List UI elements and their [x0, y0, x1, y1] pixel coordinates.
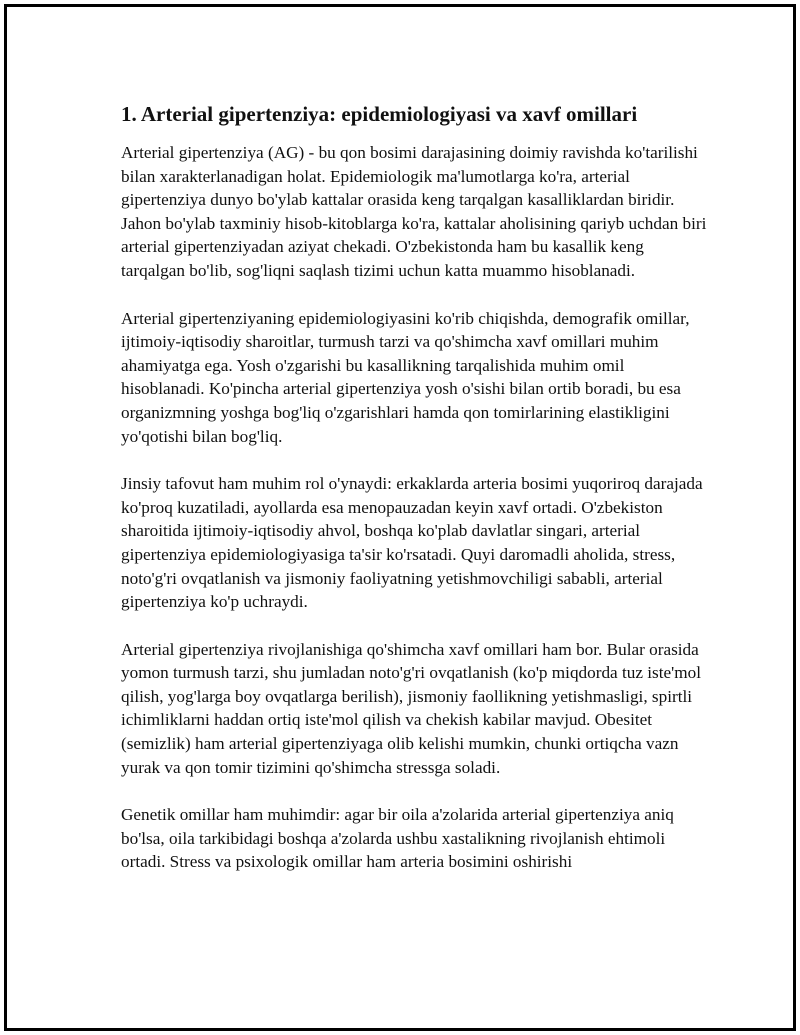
paragraph-5: Genetik omillar ham muhimdir: agar bir oila a'zolarida arterial gipertenziya aniq bo'lsa, oila tarkibidagi boshqa a'zolarda ushbu xastalikning rivojlanish ehtimoli ortadi. Stress va psixologik omillar ham arteria bosimini oshirishi — [121, 805, 674, 872]
paragraph-4: Arterial gipertenziya rivojlanishiga qo'shimcha xavf omillari ham bor. Bular orasida yomon turmush tarzi, shu jumladan noto'g'ri ovqatlanish (ko'p miqdorda tuz iste'mol qilish, yog'larga boy ovqatlarga berilish), jismoniy faollikning yetishmasligi, spirtli ichimliklarni haddan ortiq iste'mol qilish va chekish kabilar mavjud. Obesitet (semizlik) ham arterial gipertenziyaga olib kelishi mumkin, chunki ortiqcha vazn yurak va qon tomir tizimini qo'shimcha stressga soladi. — [121, 639, 701, 777]
paragraph-1: Arterial gipertenziya (AG) - bu qon bosimi darajasining doimiy ravishda ko'tarilishi bilan xarakterlanadigan holat. Epidemiologik ma'lumotlarga ko'ra, arterial gipertenziya dunyo bo'ylab kattalar orasida keng tarqalgan kasalliklardan biridir. Jahon bo'ylab taxminiy hisob-kitoblarga ko'ra, kattalar aholisining qariyb uchdan biri arterial gipertenziyadan aziyat chekadi. O'zbekistonda ham bu kasallik keng tarqalgan bo'lib, sog'liqni saqlash tizimi uchun katta muammo hisoblanadi. — [121, 143, 707, 280]
paragraph-3: Jinsiy tafovut ham muhim rol o'ynaydi: erkaklarda arteria bosimi yuqoriroq darajada ko'proq kuzatiladi, ayollarda esa menopauzadan keyin xavf ortadi. O'zbekiston sharoitida ijtimoiy-iqtisodiy ahvol, boshqa ko'plab davlatlar singari, arterial gipertenziya epidemiologiyasiga ta'sir ko'rsatadi. Quyi daromadli aholida, stress, noto'g'ri ovqatlanish va jismoniy faoliyatning yetishmovchiligi sababli, arterial gipertenziya ko'p uchraydi. — [121, 474, 703, 612]
section-title: 1. Arterial gipertenziya: epidemiologiyasi va xavf omillari — [121, 102, 638, 126]
page-frame — [4, 4, 796, 1031]
paragraph-2: Arterial gipertenziyaning epidemiologiyasini ko'rib chiqishda, demografik omillar, ijtimoiy-iqtisodiy sharoitlar, turmush tarzi va qo'shimcha xavf omillari muhim ahamiyatga ega. Yosh o'zgarishi bu kasallikning tarqalishida muhim omil hisoblanadi. Ko'pincha arterial gipertenziya yosh o'sishi bilan ortib boradi, bu esa organizmning yoshga bog'liq o'zgarishlari hamda qon tomirlarining elastikligini yo'qotishi bilan bog'liq. — [121, 308, 690, 446]
document-body — [121, 99, 711, 898]
